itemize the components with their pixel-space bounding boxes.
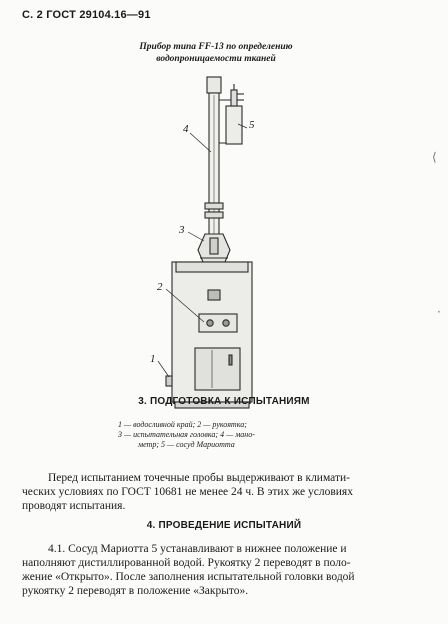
caption-line-1: 1 — водосливной край; 2 — рукоятка; [118, 420, 247, 429]
section-4-paragraph [22, 542, 426, 598]
section-4-line-4: рукоятку 2 переводят в положение «Закрыто». [22, 585, 249, 597]
section-3-title: 3. ПОДГОТОВКА К ИСПЫТАНИЯМ [138, 396, 310, 407]
figure-caption [118, 420, 358, 450]
figure-title-line-2: водопроницаемости тканей [156, 54, 276, 64]
caption-line-2: 3 — испытательная головка; 4 — мано- [118, 430, 255, 439]
figure-title-line-1: Прибор типа FF-13 по определению [139, 42, 293, 52]
margin-mark: ⟨ [432, 150, 437, 164]
callout-3: 3 [179, 224, 185, 236]
callout-5: 5 [249, 119, 255, 131]
section-4-title: 4. ПРОВЕДЕНИЕ ИСПЫТАНИЙ [146, 520, 302, 531]
section-4-line-3: жение «Открыто». После заполнения испытательной головки водой [22, 571, 355, 583]
margin-mark: · [437, 305, 441, 319]
handle-panel [199, 314, 237, 332]
callout-1: 1 [150, 353, 156, 365]
caption-line-3: метр; 5 — сосуд Мариотта [138, 440, 235, 449]
column-top-cap [207, 77, 221, 93]
cabinet-door [195, 348, 240, 390]
section-4-line-1: 4.1. Сосуд Мариотта 5 устанавливают в нижнее положение и [48, 543, 347, 555]
section-3-line-1: Перед испытанием точечные пробы выдерживают в климати- [48, 472, 350, 484]
callout-2: 2 [157, 281, 163, 293]
cabinet-window [208, 290, 220, 300]
section-4-line-2: наполняют дистиллированной водой. Рукоятку 2 переводят в поло- [22, 557, 351, 569]
callout-4: 4 [183, 123, 189, 135]
section-3-line-3: проводят испытания. [22, 500, 126, 512]
section-3-line-2: ческих условиях по ГОСТ 10681 не менее 24 ч. В этих же условиях [22, 486, 353, 498]
drain-edge [166, 376, 172, 386]
page-header: С. 2 ГОСТ 29104.16—91 [22, 9, 151, 21]
section-3-paragraph [22, 471, 426, 513]
